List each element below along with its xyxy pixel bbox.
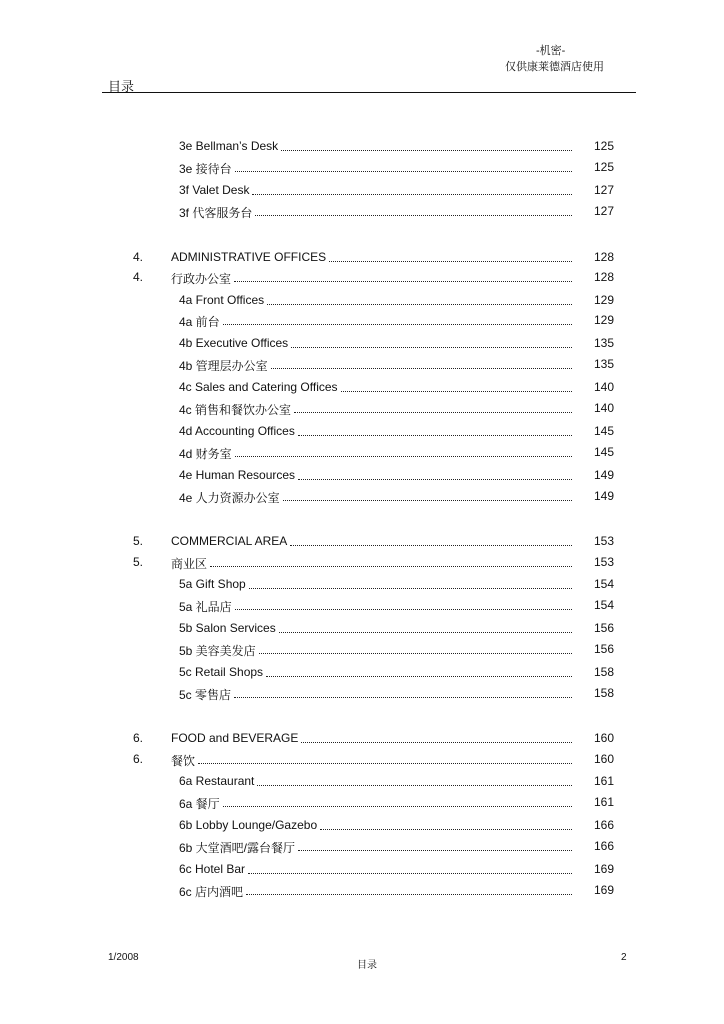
toc-entry-title: 6a 餐厅 <box>179 797 220 811</box>
toc-entry <box>0 357 724 377</box>
toc-entry-title: 6c Hotel Bar <box>179 862 246 876</box>
toc-entry <box>0 642 724 662</box>
toc-leader-dots <box>257 785 572 786</box>
toc-entry-title: 5a Gift Shop <box>179 577 246 591</box>
toc-leader-dots <box>210 566 572 567</box>
toc-entry <box>0 731 724 751</box>
toc-leader-dots <box>291 347 572 348</box>
toc-entry-title: 6c 店内酒吧 <box>179 885 244 899</box>
toc-section-number: 6. <box>133 731 144 745</box>
toc-leader-dots <box>301 742 572 743</box>
toc-page-number: 145 <box>594 424 615 438</box>
toc-entry <box>0 468 724 488</box>
toc-entry <box>0 204 724 224</box>
toc-page-number: 129 <box>594 313 615 327</box>
toc-leader-dots <box>320 829 572 830</box>
toc-entry <box>0 534 724 554</box>
toc-page-number: 125 <box>594 139 615 153</box>
toc-entry-title: 商业区 <box>171 557 208 571</box>
toc-page-number: 140 <box>594 380 615 394</box>
toc-entry <box>0 293 724 313</box>
toc-entry <box>0 686 724 706</box>
toc-entry <box>0 489 724 509</box>
toc-entry <box>0 862 724 882</box>
toc-leader-dots <box>234 697 572 698</box>
toc-entry <box>0 250 724 270</box>
toc-entry-title: 5a 礼品店 <box>179 600 232 614</box>
toc-entry <box>0 183 724 203</box>
usage-label: 仅供康莱德酒店使用 <box>505 61 604 73</box>
toc-entry <box>0 445 724 465</box>
toc-entry-title: 4b Executive Offices <box>179 336 289 350</box>
toc-entry <box>0 336 724 356</box>
toc-entry <box>0 621 724 641</box>
toc-entry-title: 5b 美容美发店 <box>179 644 256 658</box>
toc-entry <box>0 774 724 794</box>
footer-date: 1/2008 <box>108 952 139 963</box>
toc-entry-title: 3e Bellman’s Desk <box>179 139 279 153</box>
toc-leader-dots <box>235 456 572 457</box>
toc-entry-title: 6b Lobby Lounge/Gazebo <box>179 818 318 832</box>
toc-page-number: 140 <box>594 401 615 415</box>
toc-leader-dots <box>290 545 572 546</box>
toc-leader-dots <box>223 806 572 807</box>
toc-page-number: 158 <box>594 686 615 700</box>
toc-leader-dots <box>298 479 572 480</box>
toc-entry <box>0 839 724 859</box>
toc-page-number: 153 <box>594 555 615 569</box>
toc-entry <box>0 665 724 685</box>
toc-entry <box>0 577 724 597</box>
toc-section-number: 5. <box>133 555 144 569</box>
toc-entry-title: 5c Retail Shops <box>179 665 264 679</box>
toc-entry <box>0 598 724 618</box>
toc-entry <box>0 752 724 772</box>
toc-entry-title: 4e 人力资源办公室 <box>179 491 280 505</box>
toc-section-number: 4. <box>133 250 144 264</box>
toc-leader-dots <box>252 194 572 195</box>
toc-entry <box>0 313 724 333</box>
toc-entry-title: 4a 前台 <box>179 315 220 329</box>
page-title: 目录 <box>108 79 135 94</box>
toc-page-number: 154 <box>594 577 615 591</box>
toc-page-number: 158 <box>594 665 615 679</box>
toc-entry-title: 3e 接待台 <box>179 162 232 176</box>
toc-page-number: 125 <box>594 160 615 174</box>
toc-page-number: 127 <box>594 183 615 197</box>
toc-leader-dots <box>235 171 572 172</box>
toc-leader-dots <box>266 676 572 677</box>
toc-page-number: 128 <box>594 250 615 264</box>
toc-entry <box>0 380 724 400</box>
toc-page-number: 149 <box>594 489 615 503</box>
toc-leader-dots <box>279 632 572 633</box>
toc-entry-title: 4a Front Offices <box>179 293 265 307</box>
toc-entry-title: 4b 管理层办公室 <box>179 359 268 373</box>
toc-entry <box>0 424 724 444</box>
toc-page-number: 135 <box>594 336 615 350</box>
toc-entry-title: 行政办公室 <box>171 272 232 286</box>
toc-page-number: 156 <box>594 621 615 635</box>
toc-entry-title: 3f 代客服务台 <box>179 206 253 220</box>
toc-leader-dots <box>246 894 572 895</box>
toc-entry-title: 5b Salon Services <box>179 621 276 635</box>
toc-leader-dots <box>341 391 572 392</box>
toc-leader-dots <box>294 412 572 413</box>
toc-page-number: 145 <box>594 445 615 459</box>
toc-entry-title: 4c 销售和餐饮办公室 <box>179 403 292 417</box>
toc-entry <box>0 883 724 903</box>
toc-entry <box>0 270 724 290</box>
toc-entry-title: ADMINISTRATIVE OFFICES <box>171 250 327 264</box>
toc-leader-dots <box>255 215 572 216</box>
toc-entry <box>0 160 724 180</box>
toc-page-number: 149 <box>594 468 615 482</box>
toc-page-number: 161 <box>594 774 615 788</box>
toc-leader-dots <box>234 281 572 282</box>
footer-page-number: 2 <box>621 952 627 963</box>
toc-leader-dots <box>248 873 572 874</box>
toc-section-number: 6. <box>133 752 144 766</box>
toc-leader-dots <box>235 609 572 610</box>
toc-page-number: 129 <box>594 293 615 307</box>
toc-leader-dots <box>259 653 572 654</box>
toc-page-number: 153 <box>594 534 615 548</box>
toc-entry <box>0 401 724 421</box>
toc-page-number: 166 <box>594 839 615 853</box>
toc-entry-title: 4d Accounting Offices <box>179 424 295 438</box>
toc-entry-title: 餐饮 <box>171 754 196 768</box>
toc-entry-title: FOOD and BEVERAGE <box>171 731 299 745</box>
toc-entry-title: 6a Restaurant <box>179 774 255 788</box>
toc-leader-dots <box>329 261 572 262</box>
toc-leader-dots <box>298 435 572 436</box>
toc-leader-dots <box>198 763 572 764</box>
toc-entry-title: 4e Human Resources <box>179 468 296 482</box>
toc-entry-title: 4d 财务室 <box>179 447 232 461</box>
footer-title: 目录 <box>357 960 377 971</box>
toc-section-number: 4. <box>133 270 144 284</box>
toc-page-number: 160 <box>594 731 615 745</box>
toc-entry-title: COMMERCIAL AREA <box>171 534 288 548</box>
toc-page-number: 156 <box>594 642 615 656</box>
toc-leader-dots <box>271 368 572 369</box>
toc-page-number: 128 <box>594 270 615 284</box>
toc-leader-dots <box>249 588 572 589</box>
toc-page-number: 160 <box>594 752 615 766</box>
toc-entry <box>0 818 724 838</box>
toc-page-number: 154 <box>594 598 615 612</box>
toc-entry-title: 3f Valet Desk <box>179 183 250 197</box>
toc-entry-title: 4c Sales and Catering Offices <box>179 380 338 394</box>
toc-leader-dots <box>281 150 572 151</box>
toc-leader-dots <box>298 850 572 851</box>
toc-entry-title: 5c 零售店 <box>179 688 232 702</box>
confidential-label: -机密- <box>536 45 566 57</box>
toc-page-number: 169 <box>594 883 615 897</box>
toc-leader-dots <box>223 324 572 325</box>
toc-entry <box>0 139 724 159</box>
toc-leader-dots <box>267 304 572 305</box>
toc-entry-title: 6b 大堂酒吧/露台餐厅 <box>179 841 296 855</box>
toc-leader-dots <box>283 500 572 501</box>
toc-page-number: 161 <box>594 795 615 809</box>
header-rule <box>102 92 636 93</box>
toc-page-number: 166 <box>594 818 615 832</box>
toc-entry <box>0 555 724 575</box>
toc-page-number: 169 <box>594 862 615 876</box>
toc-section-number: 5. <box>133 534 144 548</box>
toc-entry <box>0 795 724 815</box>
toc-page-number: 127 <box>594 204 615 218</box>
toc-page-number: 135 <box>594 357 615 371</box>
